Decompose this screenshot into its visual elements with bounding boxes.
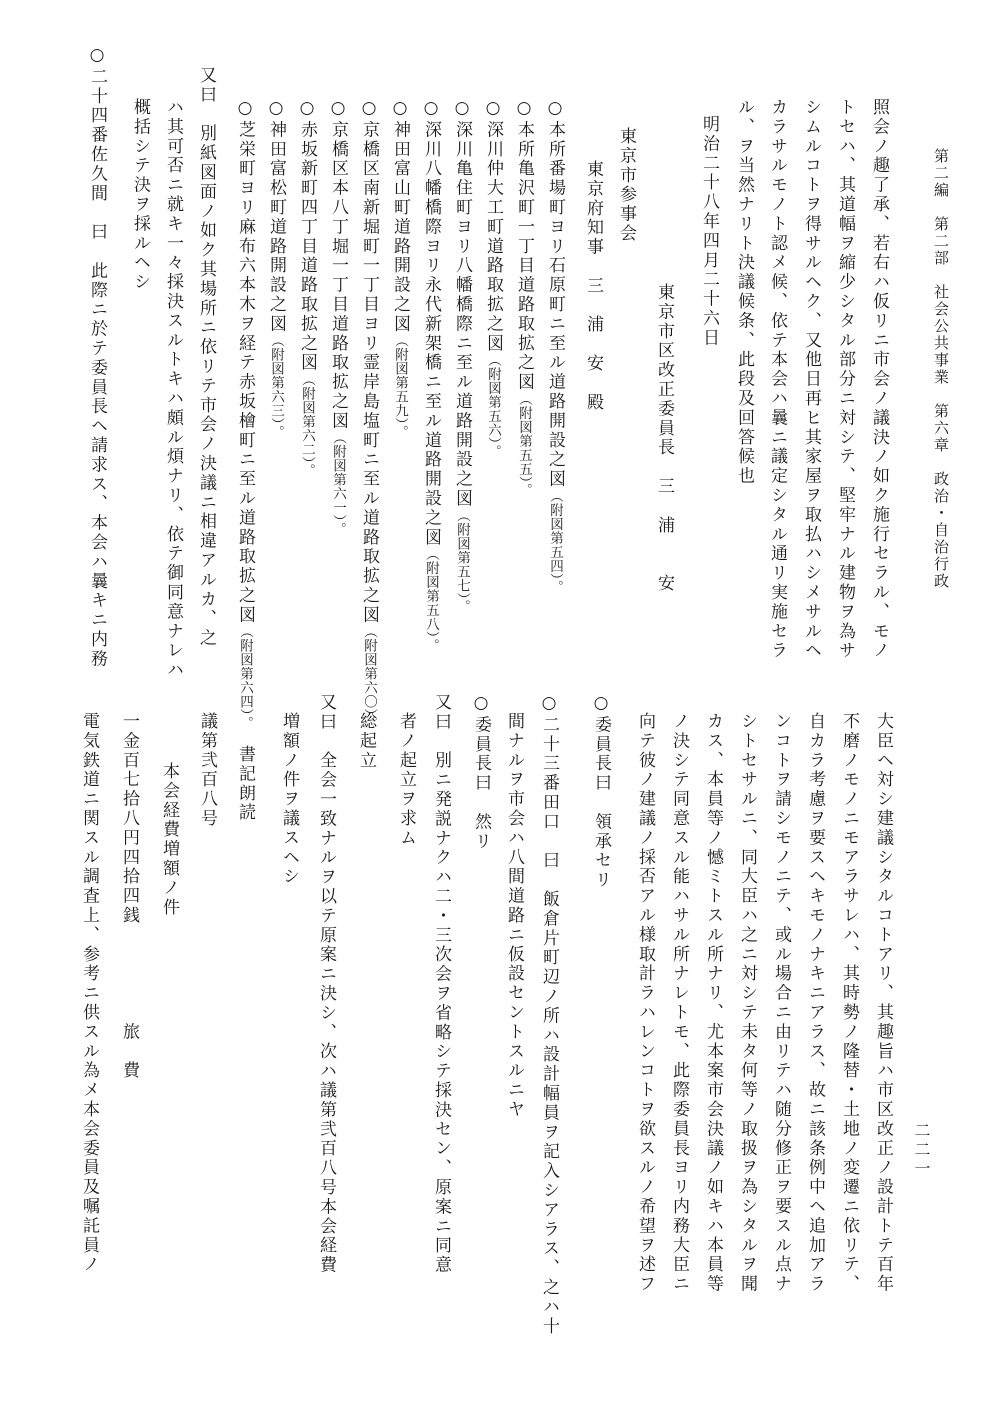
text-column: 向テ彼ノ建議ノ採否アル様取計ラハレンコトヲ欲スルノ希望ヲ述フ <box>635 712 655 1294</box>
signature-line: 東京市区改正委員長 三 浦 安 <box>654 283 674 594</box>
figure-reference: （附図第六〇）。 <box>361 624 377 731</box>
figure-reference: （附図第五四）。 <box>547 489 563 595</box>
figure-list-item <box>236 98 253 730</box>
text-column: 電気鉄道ニ関スル調査上、参考ニ供スル為メ本会委員及嘱託員ノ <box>79 712 99 1275</box>
text-column: ル、ヲ当然ナリト決議候条、此段及回答候也 <box>734 98 754 486</box>
text-column: ンコトヲ請シモノニテ、或ル場合ニ由リテハ随分修正ヲ要スル点ナ <box>771 712 791 1294</box>
figure-list-item <box>267 98 284 439</box>
text-column: カラサルモノト認メ候、依テ本会ハ曩ニ議定シタル通リ実施セラ <box>767 98 787 661</box>
text-column: 総起立 <box>356 712 376 771</box>
text-column: シトセサルニ、同大臣ハ之ニ対シテ未タ何等ノ取扱ヲ為シタルヲ聞 <box>737 712 757 1294</box>
figure-title: ○深川亀住町ヨリ八幡橋際ニ至ル道路開設之図 <box>452 98 472 509</box>
figure-list-item <box>391 98 408 439</box>
text-column: ハ其可否ニ就キ一々採決スルトキハ頗ル煩ナリ、依テ御同意ナレハ <box>163 98 183 680</box>
figure-reference: （附図第六一）。 <box>330 430 346 537</box>
figure-title: ○赤坂新町四丁目道路取拡之図 <box>297 98 317 373</box>
figure-title: ○京橋区本八丁堀一丁目道路取拡之図 <box>328 98 348 431</box>
addressee-line: 東京市参事会 <box>616 127 636 244</box>
speech-line: 又曰 別ニ発説ナクハ二・三次会ヲ省略シテ採決セン、原案ニ同意 <box>431 693 451 1275</box>
page-number: 二二一 <box>912 1122 931 1179</box>
expense-line: 一金百七拾八円四拾四銭 旅 費 <box>119 712 139 1081</box>
figure-title: ○深川仲大工町道路取拡之図 <box>483 98 503 354</box>
text-column: ノ決シテ同意スル能ハサル所ナレトモ、此際委員長ヨリ内務大臣ニ <box>669 712 689 1294</box>
figure-title: ○本所亀沢町一丁目道路取拡之図 <box>514 98 534 392</box>
speech-line: ○委員長曰 領承セリ <box>591 693 611 890</box>
text-column: 者ノ起立ヲ求ム <box>396 712 416 848</box>
figure-list-item <box>546 98 563 594</box>
figure-list-item <box>360 98 377 730</box>
speech-line: 又曰 全会一致ナルヲ以テ原案ニ決シ、次ハ議第弐百八号本会経費 <box>316 693 336 1275</box>
text-column: 書記朗読 <box>235 745 255 823</box>
speech-line: ○委員長曰 然リ <box>471 693 491 852</box>
text-column: 不磨ノモノニモアラサレハ、其時勢ノ隆替・土地ノ変遷ニ依リテ、 <box>839 712 859 1294</box>
figure-title: ○芝栄町ヨリ麻布六本木ヲ経テ赤坂檜町ニ至ル道路取拡之図 <box>235 98 255 625</box>
figure-list-item <box>329 98 346 536</box>
figure-reference: （附図第五五）。 <box>516 392 532 498</box>
figure-list-item <box>422 98 439 652</box>
text-column: シムルコトヲ得サルヘク、又他日再ヒ其家屋ヲ取払ハシメサルヘ <box>801 98 821 661</box>
figure-list-item <box>515 98 532 497</box>
text-column: トセハ、其道幅ヲ縮少シタル部分ニ対シテ、堅牢ナル建物ヲ為サ <box>835 98 855 661</box>
figure-reference: （附図第六二）。 <box>299 372 315 478</box>
figure-reference: （附図第六四）。 <box>237 624 253 731</box>
text-column: 自カラ考慮ヲ要スヘキモノナキニアラス、故ニ該条例中ヘ追加アラ <box>805 712 825 1294</box>
speech-line: ○二十三番田口 曰 飯倉片町辺ノ所ハ設計幅員ヲ記入シアラス、之ハ十 <box>539 693 559 1337</box>
text-column: 又曰 別紙図面ノ如ク其場所ニ依リテ市会ノ決議ニ相違アルカ、之 <box>196 66 216 648</box>
figure-title: ○神田富松町道路開設之図 <box>266 98 286 334</box>
figure-reference: （附図第六三）。 <box>268 333 284 440</box>
figure-list-item <box>484 98 501 458</box>
text-column: 概括シテ決ヲ採ルヘシ <box>130 98 150 292</box>
figure-reference: （附図第五七）。 <box>454 508 470 614</box>
figure-reference: （附図第五八）。 <box>423 547 439 653</box>
text-column: 間ナルヲ市会ハ八間道路ニ仮設セントスルニヤ <box>504 712 524 1120</box>
text-column: カス、本員等ノ憾ミトスル所ナリ、尤本案市会決議ノ如キハ本員等 <box>703 712 723 1294</box>
bill-title: 本会経費増額ノ件 <box>159 762 179 918</box>
addressee-line: 東京府知事 三 浦 安 殿 <box>583 160 603 413</box>
figure-title: ○神田富山町道路開設之図 <box>390 98 410 334</box>
figure-list-item <box>453 98 470 614</box>
figure-reference: （附図第五九）。 <box>392 333 408 440</box>
running-header: 第二編 第二部 社会公共事業 第六章 政治・自治行政 <box>932 148 950 590</box>
figure-title: ○京橋区南新堀町一丁目ヨリ霊岸島塩町ニ至ル道路取拡之図 <box>359 98 379 625</box>
date-line: 明治二十八年四月二十六日 <box>699 115 719 348</box>
bill-number: 議第弐百八号 <box>197 712 217 829</box>
figure-reference: （附図第五六）。 <box>485 353 501 459</box>
text-column: 増額ノ件ヲ議スヘシ <box>279 712 299 887</box>
figure-list-item <box>298 98 315 478</box>
text-column: 大臣ヘ対シ建議シタルコトアリ、其趣旨ハ市区改正ノ設計トテ百年 <box>873 712 893 1294</box>
figure-title: ○本所番場町ヨリ石原町ニ至ル道路開設之図 <box>545 98 565 489</box>
text-column: ○二十四番佐久間 曰 此際ニ於テ委員長ヘ請求ス、本会ハ曩キニ内務 <box>87 45 107 669</box>
text-column: 照会ノ趣了承、若右ハ仮リニ市会ノ議決ノ如ク施行セラル、モノ <box>869 98 889 661</box>
figure-title: ○深川八幡橋際ヨリ永代新架橋ニ至ル道路開設之図 <box>421 98 441 548</box>
